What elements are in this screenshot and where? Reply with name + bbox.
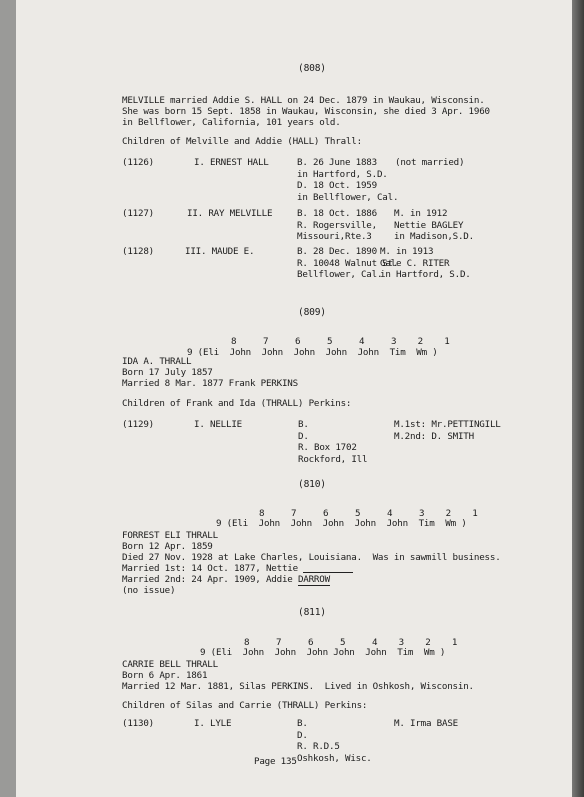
text-line: CARRIE BELL THRALL (122, 659, 218, 670)
children-heading: Children of Silas and Carrie (THRALL) Perkins: (122, 700, 368, 711)
text-line: in Bellflower, California, 101 years old. (122, 117, 341, 128)
text-line: Married 2nd: 24 Apr. 1909, Addie DARROW (122, 574, 330, 585)
child-details: B. 28 Dec. 1890 R. 10048 Walnut St. Bellflower, Cal. (297, 246, 399, 281)
child-id: (1129) (122, 419, 154, 430)
generation-names: 9 (Eli John John John John John Tim Wm ) (216, 518, 467, 529)
child-spouse: M. in 1913 Gale C. RITER in Hartford, S.D. (380, 246, 471, 281)
child-name: III. MAUDE E. (185, 246, 255, 257)
children-heading: Children of Melville and Addie (HALL) Thrall: (122, 136, 362, 147)
children-heading: Children of Frank and Ida (THRALL) Perkins: (122, 398, 352, 409)
page-edge-shadow (572, 0, 584, 797)
text-line: She was born 15 Sept. 1858 in Waukau, Wisconsin, she died 3 Apr. 1960 (122, 106, 490, 117)
generation-names: 9 (Eli John John John John John Tim Wm ) (187, 347, 438, 358)
text-line: FORREST ELI THRALL (122, 530, 218, 541)
child-id: (1127) (122, 208, 154, 219)
generation-numbers: 8 7 6 5 4 3 2 1 (259, 508, 478, 519)
child-spouse: M. in 1912 Nettie BAGLEY in Madison,S.D. (394, 208, 474, 243)
child-spouse: (not married) (395, 157, 465, 168)
section-number: (809) (298, 307, 326, 318)
child-spouse: M.1st: Mr.PETTINGILL M.2nd: D. SMITH (394, 419, 501, 442)
text-line: Born 6 Apr. 1861 (122, 670, 208, 681)
text-line: Married 8 Mar. 1877 Frank PERKINS (122, 378, 298, 389)
generation-names: 9 (Eli John John John John John Tim Wm ) (200, 647, 446, 658)
child-id: (1128) (122, 246, 154, 257)
section-number: (811) (298, 607, 326, 618)
section-number: (808) (298, 63, 326, 74)
text-line: Married 12 Mar. 1881, Silas PERKINS. Lived in Oshkosh, Wisconsin. (122, 681, 474, 692)
child-details: B. 26 June 1883 in Hartford, S.D. D. 18 Oct. 1959 in Bellflower, Cal. (297, 157, 399, 203)
child-id: (1130) (122, 718, 154, 729)
text-line: IDA A. THRALL (122, 356, 192, 367)
child-name: I. ERNEST HALL (194, 157, 269, 168)
child-details: B. D. R. Box 1702 Rockford, Ill (298, 419, 368, 465)
generation-numbers: 8 7 6 5 4 3 2 1 (244, 637, 458, 648)
text-line: Married 1st: 14 Oct. 1877, Nettie (122, 563, 353, 575)
text-line: MELVILLE married Addie S. HALL on 24 Dec. 1879 in Waukau, Wisconsin. (122, 95, 485, 106)
child-details: B. D. R. R.D.5 Oshkosh, Wisc. (297, 718, 372, 764)
child-id: (1126) (122, 157, 154, 168)
child-name: II. RAY MELVILLE (187, 208, 273, 219)
text-line: Died 27 Nov. 1928 at Lake Charles, Louisiana. Was in sawmill business. (122, 552, 501, 563)
child-name: I. LYLE (194, 718, 232, 729)
child-name: I. NELLIE (194, 419, 242, 430)
text-line: Born 12 Apr. 1859 (122, 541, 213, 552)
child-details: B. 18 Oct. 1886 R. Rogersville, Missouri,Rte.3 (297, 208, 377, 243)
text-line: (no issue) (122, 585, 176, 596)
child-spouse: M. Irma BASE (394, 718, 458, 729)
text-line: Born 17 July 1857 (122, 367, 213, 378)
generation-numbers: 8 7 6 5 4 3 2 1 (231, 336, 450, 347)
page-footer: Page 135 (254, 756, 297, 767)
section-number: (810) (298, 479, 326, 490)
